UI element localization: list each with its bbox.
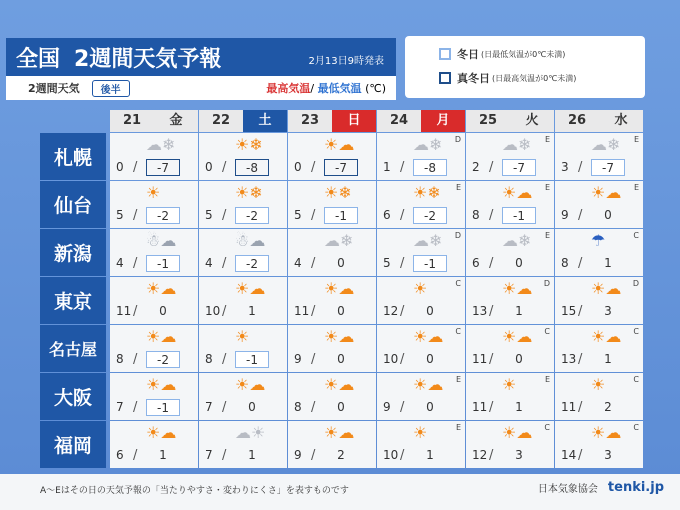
forecast-cell <box>555 421 643 468</box>
max-temp: 12 <box>472 448 488 462</box>
day-header <box>288 110 377 132</box>
forecast-cell <box>199 421 287 468</box>
min-temp: 0 <box>337 304 345 318</box>
city-row <box>40 229 644 276</box>
temp-separator: / <box>400 448 405 463</box>
mafuyu-note: (日最高気温が0℃未満) <box>492 73 577 83</box>
temp-separator: / <box>489 448 494 463</box>
half-badge: 後半 <box>92 80 130 97</box>
min-temp: 0 <box>426 400 434 414</box>
footnote: A～Eはその日の天気予報の「当たりやすさ・変わりにくさ」を表すものです <box>40 486 349 496</box>
cloud-snow-icon: ☁❄ <box>146 135 176 154</box>
sun-cloud-icon: ☀☁ <box>146 279 177 298</box>
min-temp: 0 <box>604 208 612 222</box>
reliability-grade: C <box>633 375 639 384</box>
cloud-sun-icon: ☁☀ <box>235 423 266 442</box>
day-weekday: 火 <box>510 110 554 132</box>
day-date: 21 <box>110 110 154 132</box>
reliability-grade: C <box>455 279 461 288</box>
min-temp: 0 <box>337 256 345 270</box>
min-temp: 0 <box>426 304 434 318</box>
mafuyu-swatch <box>439 72 451 84</box>
forecast-cell <box>466 421 554 468</box>
min-temp: -1 <box>502 207 536 224</box>
reliability-grade: C <box>544 327 550 336</box>
day-date: 25 <box>466 110 510 132</box>
max-temp: 5 <box>383 256 391 270</box>
forecast-cell <box>377 229 465 276</box>
temp-separator: / <box>400 352 405 367</box>
day-date: 26 <box>555 110 599 132</box>
forecast-cell <box>110 133 198 180</box>
fuyu-label: 冬日 <box>457 48 479 61</box>
forecast-cell <box>466 373 554 420</box>
forecast-cell <box>199 325 287 372</box>
forecast-cell <box>199 133 287 180</box>
forecast-cell <box>110 229 198 276</box>
forecast-cell <box>288 181 376 228</box>
min-temp: 0 <box>515 256 523 270</box>
forecast-cell <box>110 181 198 228</box>
snow-cloud-icon: ☃☁ <box>235 231 266 250</box>
max-temp: 10 <box>383 448 399 462</box>
min-temp: 0 <box>337 400 345 414</box>
forecast-cell <box>110 373 198 420</box>
city-row <box>40 181 644 228</box>
temp-separator: / <box>222 304 227 319</box>
max-temp: 0 <box>294 160 302 174</box>
temp-separator: / <box>133 160 138 175</box>
reliability-grade: E <box>633 183 639 192</box>
city-name: 新潟 <box>40 229 106 276</box>
sun-icon: ☀ <box>413 279 428 298</box>
day-weekday: 土 <box>243 110 287 132</box>
max-temp: 4 <box>294 256 302 270</box>
day-header <box>377 110 466 132</box>
forecast-cell <box>555 373 643 420</box>
sun-snow-icon: ☀❄ <box>413 183 441 202</box>
cloud-snow-icon: ☁❄ <box>413 135 443 154</box>
min-temp: 1 <box>248 448 256 462</box>
min-temp: 1 <box>604 256 612 270</box>
temp-separator: / <box>311 400 316 415</box>
max-temp: 14 <box>561 448 577 462</box>
min-temp: -8 <box>413 159 447 176</box>
reliability-grade: C <box>633 423 639 432</box>
temp-legend: 最高気温/ 最低気温 (℃) <box>266 82 386 95</box>
city-name: 福岡 <box>40 421 106 468</box>
legend-fuyu <box>405 42 645 66</box>
temp-separator: / <box>311 304 316 319</box>
max-temp: 7 <box>116 400 124 414</box>
cloud-snow-icon: ☁❄ <box>502 135 532 154</box>
temp-separator: / <box>222 256 227 271</box>
fuyu-swatch <box>439 48 451 60</box>
max-temp: 7 <box>205 400 213 414</box>
day-weekday: 日 <box>332 110 376 132</box>
forecast-cell <box>288 133 376 180</box>
max-temp: 6 <box>116 448 124 462</box>
max-temp: 5 <box>116 208 124 222</box>
forecast-cell <box>466 133 554 180</box>
min-temp: 0 <box>426 352 434 366</box>
reliability-grade: C <box>455 327 461 336</box>
legend-mafuyu <box>405 66 645 90</box>
min-temp: -8 <box>235 159 269 176</box>
sun-snow-icon: ☀❄ <box>324 183 352 202</box>
forecast-cell <box>377 373 465 420</box>
sun-cloud-icon: ☀☁ <box>413 375 444 394</box>
forecast-cell <box>199 373 287 420</box>
day-weekday: 金 <box>154 110 198 132</box>
temp-separator: / <box>578 352 583 367</box>
max-temp: 7 <box>205 448 213 462</box>
min-temp: -1 <box>413 255 447 272</box>
city-name: 名古屋 <box>40 325 106 372</box>
city-row <box>40 325 644 372</box>
forecast-cell <box>466 181 554 228</box>
min-temp: 3 <box>604 448 612 462</box>
max-temp: 8 <box>472 208 480 222</box>
city-row <box>40 277 644 324</box>
forecast-cell <box>288 277 376 324</box>
sun-icon: ☀ <box>146 183 161 202</box>
max-temp: 8 <box>561 256 569 270</box>
forecast-cell <box>288 229 376 276</box>
day-date: 23 <box>288 110 332 132</box>
reliability-grade: E <box>633 135 639 144</box>
temp-separator: / <box>489 256 494 271</box>
forecast-cell <box>377 181 465 228</box>
max-temp: 5 <box>294 208 302 222</box>
cloud-snow-icon: ☁❄ <box>591 135 621 154</box>
min-temp: -1 <box>235 351 269 368</box>
snow-cloud-icon: ☃☁ <box>146 231 177 250</box>
cloud-snow-icon: ☁❄ <box>324 231 354 250</box>
forecast-cell <box>288 373 376 420</box>
min-temp: -7 <box>324 159 358 176</box>
min-temp: 1 <box>426 448 434 462</box>
forecast-cell <box>110 277 198 324</box>
sun-cloud-icon: ☀☁ <box>146 423 177 442</box>
min-temp: -2 <box>413 207 447 224</box>
reliability-grade: E <box>455 183 461 192</box>
reliability-grade: E <box>455 423 461 432</box>
reliability-grade: D <box>632 279 639 288</box>
reliability-grade: E <box>544 135 550 144</box>
forecast-grid <box>40 110 644 468</box>
temp-separator: / <box>400 256 405 271</box>
legend-box <box>405 36 645 98</box>
forecast-cell <box>377 421 465 468</box>
min-temp: -2 <box>146 351 180 368</box>
forecast-cell <box>555 133 643 180</box>
temp-separator: / <box>133 208 138 223</box>
reliability-grade: D <box>454 231 461 240</box>
temp-separator: / <box>222 352 227 367</box>
temp-separator: / <box>489 352 494 367</box>
min-temp: -1 <box>146 399 180 416</box>
sun-cloud-icon: ☀☁ <box>591 183 622 202</box>
credit-jma: 日本気象協会 <box>537 484 598 495</box>
min-temp: 2 <box>337 448 345 462</box>
max-temp: 10 <box>205 304 221 318</box>
min-temp: 2 <box>604 400 612 414</box>
forecast-cell <box>377 325 465 372</box>
temp-separator: / <box>133 352 138 367</box>
credit <box>538 480 664 495</box>
sun-cloud-icon: ☀☁ <box>502 423 533 442</box>
reliability-grade: C <box>633 231 639 240</box>
min-temp: -1 <box>324 207 358 224</box>
forecast-cell <box>555 229 643 276</box>
temp-separator: / <box>311 160 316 175</box>
forecast-cell <box>555 181 643 228</box>
mafuyu-label: 真冬日 <box>457 72 490 85</box>
max-temp: 11 <box>472 400 488 414</box>
max-temp: 13 <box>472 304 488 318</box>
temp-separator: / <box>133 448 138 463</box>
day-header <box>555 110 644 132</box>
sun-cloud-icon: ☀☁ <box>146 375 177 394</box>
max-temp: 1 <box>383 160 391 174</box>
temp-separator: / <box>133 304 138 319</box>
reliability-grade: E <box>544 183 550 192</box>
forecast-cell <box>199 277 287 324</box>
reliability-grade: D <box>454 135 461 144</box>
temp-separator: / <box>133 400 138 415</box>
max-temp: 11 <box>294 304 310 318</box>
sun-cloud-icon: ☀☁ <box>235 279 266 298</box>
temp-separator: / <box>489 208 494 223</box>
sun-snow-icon: ☀❄ <box>235 183 263 202</box>
max-temp: 0 <box>205 160 213 174</box>
sun-cloud-icon: ☀☁ <box>324 375 355 394</box>
sun-cloud-icon: ☀☁ <box>502 183 533 202</box>
reliability-grade: C <box>633 327 639 336</box>
sun-cloud-icon: ☀☁ <box>591 423 622 442</box>
forecast-cell <box>377 133 465 180</box>
reliability-grade: C <box>544 423 550 432</box>
umbrella-icon: ☂ <box>591 231 606 250</box>
temp-separator: / <box>578 160 583 175</box>
forecast-cell <box>110 421 198 468</box>
min-temp: -7 <box>502 159 536 176</box>
max-temp: 11 <box>116 304 132 318</box>
max-temp: 11 <box>472 352 488 366</box>
forecast-cell <box>555 277 643 324</box>
temp-separator: / <box>222 448 227 463</box>
city-name: 札幌 <box>40 133 106 180</box>
temp-separator: / <box>578 208 583 223</box>
max-temp: 2 <box>472 160 480 174</box>
sun-cloud-icon: ☀☁ <box>502 279 533 298</box>
max-temp: 5 <box>205 208 213 222</box>
temp-separator: / <box>578 448 583 463</box>
city-name: 仙台 <box>40 181 106 228</box>
reliability-grade: E <box>544 375 550 384</box>
min-temp: 3 <box>604 304 612 318</box>
max-temp: 9 <box>383 400 391 414</box>
temp-separator: / <box>400 400 405 415</box>
day-header-row <box>110 110 644 132</box>
temp-separator: / <box>578 304 583 319</box>
min-temp: -2 <box>146 207 180 224</box>
sun-snow-icon: ☀❄ <box>235 135 263 154</box>
day-date: 24 <box>377 110 421 132</box>
lo-label: 最低気温 <box>317 82 362 95</box>
forecast-cell <box>466 325 554 372</box>
hi-label: 最高気温 <box>266 82 311 95</box>
min-temp: 0 <box>248 400 256 414</box>
min-temp: 1 <box>515 304 523 318</box>
max-temp: 10 <box>383 352 399 366</box>
temp-separator: / <box>489 160 494 175</box>
day-header <box>199 110 288 132</box>
min-temp: 0 <box>159 304 167 318</box>
min-temp: 0 <box>515 352 523 366</box>
temp-separator: / <box>578 256 583 271</box>
temp-separator: / <box>311 256 316 271</box>
cloud-snow-icon: ☁❄ <box>413 231 443 250</box>
forecast-cell <box>288 421 376 468</box>
min-temp: -1 <box>146 255 180 272</box>
min-temp: 3 <box>515 448 523 462</box>
forecast-cell <box>288 325 376 372</box>
reliability-grade: E <box>455 375 461 384</box>
temp-separator: / <box>133 256 138 271</box>
sun-icon: ☀ <box>413 423 428 442</box>
sun-icon: ☀ <box>591 375 606 394</box>
forecast-cell <box>199 181 287 228</box>
sub-bar <box>6 76 396 100</box>
forecast-cell <box>377 277 465 324</box>
min-temp: 1 <box>515 400 523 414</box>
day-weekday: 水 <box>599 110 643 132</box>
temp-separator: / <box>222 400 227 415</box>
city-row <box>40 133 644 180</box>
day-weekday: 月 <box>421 110 465 132</box>
temp-separator: / <box>489 304 494 319</box>
forecast-cell <box>466 229 554 276</box>
temp-separator: / <box>400 160 405 175</box>
max-temp: 6 <box>472 256 480 270</box>
min-temp: 1 <box>604 352 612 366</box>
cloud-snow-icon: ☁❄ <box>502 231 532 250</box>
min-temp: -2 <box>235 207 269 224</box>
unit-label: (℃) <box>365 82 386 95</box>
max-temp: 6 <box>383 208 391 222</box>
max-temp: 9 <box>561 208 569 222</box>
reliability-grade: E <box>544 231 550 240</box>
max-temp: 0 <box>116 160 124 174</box>
temp-separator: / <box>222 160 227 175</box>
sun-icon: ☀ <box>235 327 250 346</box>
forecast-cell <box>555 325 643 372</box>
max-temp: 12 <box>383 304 399 318</box>
city-name: 東京 <box>40 277 106 324</box>
max-temp: 11 <box>561 400 577 414</box>
forecast-cell <box>199 229 287 276</box>
day-date: 22 <box>199 110 243 132</box>
min-temp: 1 <box>248 304 256 318</box>
day-header <box>110 110 199 132</box>
max-temp: 4 <box>205 256 213 270</box>
forecast-cell <box>110 325 198 372</box>
max-temp: 8 <box>294 400 302 414</box>
temp-separator: / <box>489 400 494 415</box>
max-temp: 4 <box>116 256 124 270</box>
sun-icon: ☀ <box>502 375 517 394</box>
max-temp: 15 <box>561 304 577 318</box>
temp-separator: / <box>222 208 227 223</box>
reliability-grade: D <box>543 279 550 288</box>
sun-cloud-icon: ☀☁ <box>324 423 355 442</box>
forecast-cell <box>466 277 554 324</box>
min-temp: -7 <box>591 159 625 176</box>
sun-cloud-icon: ☀☁ <box>502 327 533 346</box>
sun-cloud-icon: ☀☁ <box>591 327 622 346</box>
temp-separator: / <box>311 208 316 223</box>
city-row <box>40 373 644 420</box>
subtitle: 2週間天気 <box>28 82 80 95</box>
sun-cloud-icon: ☀☁ <box>324 135 355 154</box>
temp-separator: / <box>311 448 316 463</box>
sun-cloud-icon: ☀☁ <box>591 279 622 298</box>
city-name: 大阪 <box>40 373 106 420</box>
temp-separator: / <box>400 208 405 223</box>
day-header <box>466 110 555 132</box>
max-temp: 9 <box>294 352 302 366</box>
temp-separator: / <box>578 400 583 415</box>
max-temp: 3 <box>561 160 569 174</box>
max-temp: 8 <box>116 352 124 366</box>
sun-cloud-icon: ☀☁ <box>413 327 444 346</box>
city-row <box>40 421 644 468</box>
min-temp: 1 <box>159 448 167 462</box>
temp-separator: / <box>400 304 405 319</box>
max-temp: 8 <box>205 352 213 366</box>
title-region: 全国 <box>16 46 61 72</box>
sun-cloud-icon: ☀☁ <box>146 327 177 346</box>
min-temp: 0 <box>337 352 345 366</box>
min-temp: -2 <box>235 255 269 272</box>
max-temp: 9 <box>294 448 302 462</box>
fuyu-note: (日最低気温が0℃未満) <box>481 49 566 59</box>
min-temp: -7 <box>146 159 180 176</box>
credit-tenki: tenki.jp <box>607 480 664 495</box>
sun-cloud-icon: ☀☁ <box>324 279 355 298</box>
max-temp: 13 <box>561 352 577 366</box>
title-bar <box>6 38 396 76</box>
issued-time: 2月13日9時発表 <box>308 56 384 67</box>
temp-separator: / <box>311 352 316 367</box>
title-main: 2週間天気予報 <box>74 46 222 72</box>
sun-cloud-icon: ☀☁ <box>324 327 355 346</box>
sun-cloud-icon: ☀☁ <box>235 375 266 394</box>
